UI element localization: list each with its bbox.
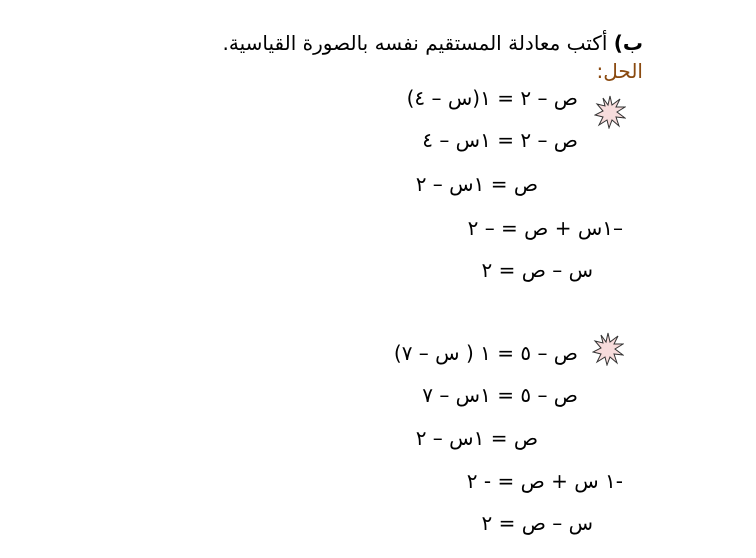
question-label: ب): [613, 31, 643, 55]
equation-line: ص – ٢ = ١(س – ٤): [406, 86, 578, 110]
equation-line: س – ص = ٢: [481, 511, 593, 535]
equation-line: س – ص = ٢: [481, 258, 593, 282]
solution-label: الحل:: [596, 59, 643, 83]
equation-line: -١ س + ص = - ٢: [466, 469, 623, 493]
question-title: [223, 29, 643, 57]
burst-star-icon: [592, 332, 624, 366]
equation-line: ص – ٥ = ١س – ٧: [422, 383, 578, 407]
equation-line: ص – ٢ = ١س – ٤: [422, 128, 578, 152]
question-text: أكتب معادلة المستقيم نفسه بالصورة القياسية.: [222, 31, 608, 55]
equation-line: ص = ١س – ٢: [415, 426, 538, 450]
equation-line: ص = ١س – ٢: [415, 172, 538, 196]
equation-line: –١س + ص = – ٢: [467, 216, 623, 240]
equation-line: ص – ٥ = ١ ( س – ٧): [393, 341, 578, 365]
burst-star-icon: [594, 95, 626, 129]
